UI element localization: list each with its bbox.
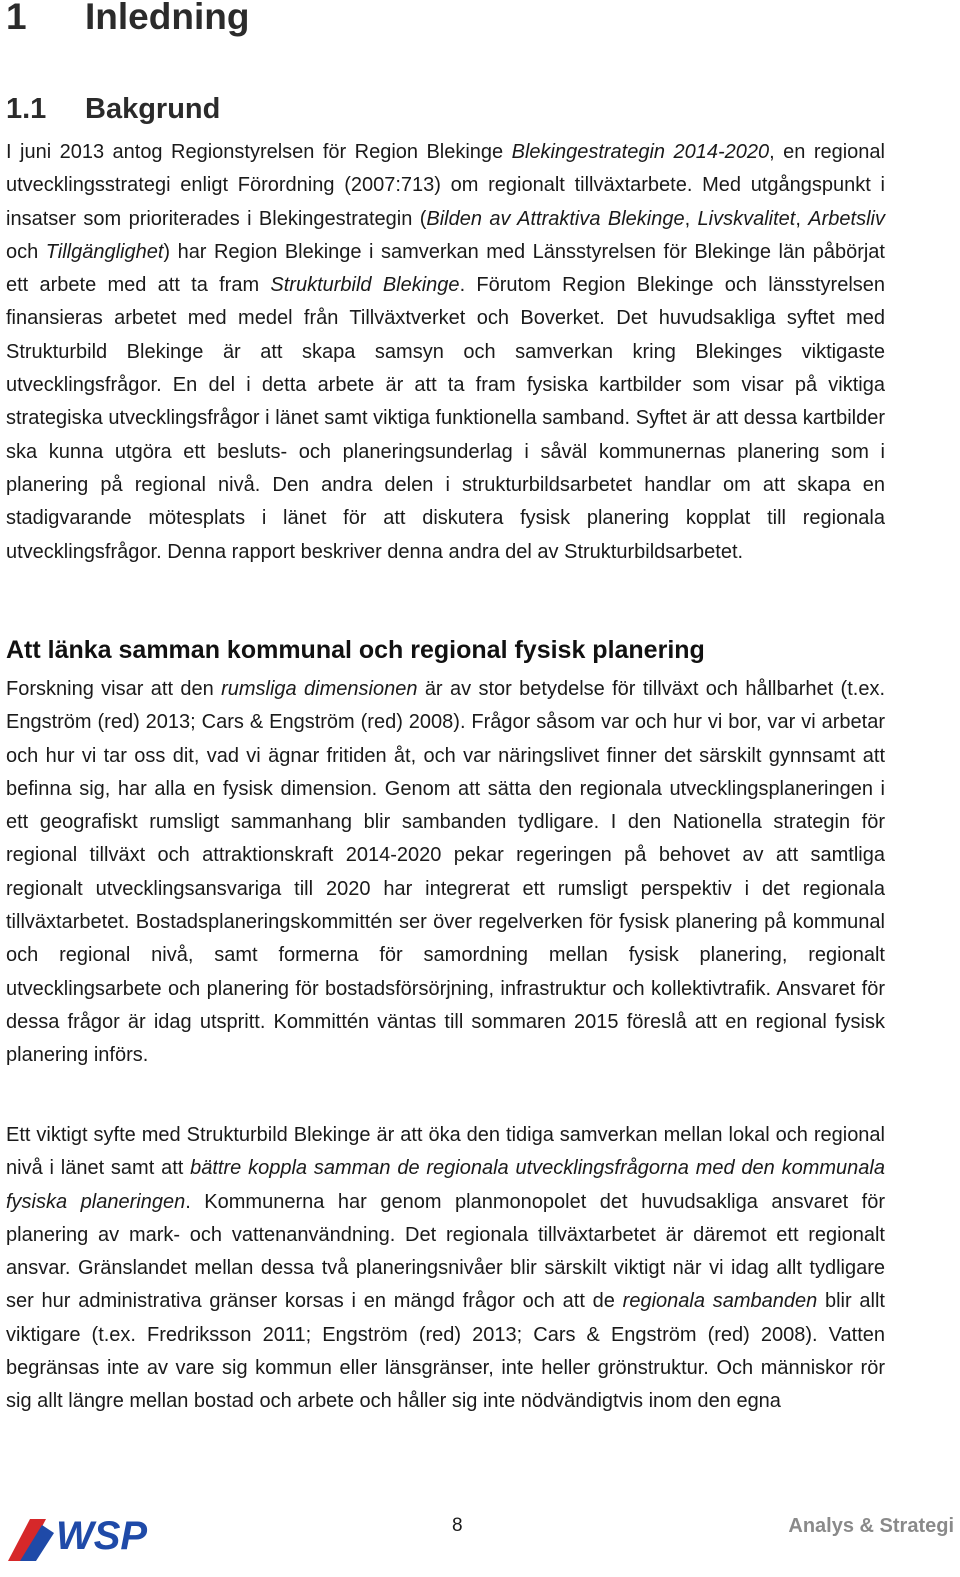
section-number: 1.1 — [6, 93, 47, 125]
text-run: blir allt viktigare (t.ex. Fredriksson 2011; Engström (red) 2013; Cars & Engström (red) 2008). Vatten begränsas inte av vare sig kommun eller länsgränser, inte heller grönstruktur. Och människor rör sig allt längre mellan bostad och arbete och håller sig inte nödvändigtvis inom den egna — [6, 1290, 885, 1413]
chapter-heading — [6, 0, 249, 42]
page-number: 8 — [452, 1515, 463, 1536]
text-run: ) har Region Blekinge i samverkan med Länsstyrelsen för Blekinge län påbörjat ett arbete med att ta fram — [6, 240, 885, 297]
wsp-logo — [6, 1505, 166, 1563]
text-run: är av stor betydelse för tillväxt och hållbarhet (t.ex. Engström (red) 2013; Cars & Engström (red) 2008). Frågor såsom var och hur vi bor, var vi arbetar och hur vi tar oss dit, vad vi ägnar fritiden åt, och var näringslivet finner det särskilt gynnsamt att befinna sig, har alla en fysisk dimension. Genom att sätta den regionala utvecklingsplaneringen i ett geografiskt rumsligt sammanhang blir sambanden tydligare. I den Nationella strategin för regional tillväxt och attraktionskraft 2014-2020 pekar regeringen på behovet av att samtliga regionalt utvecklingsansvariga till 2020 har integrerat ett rumsligt perspektiv i det regionala tillväxtarbetet. Bostadsplaneringskommittén ser över regelverken för fysisk planering på kommunal och regional nivå, samt formerna för samordning mellan fysisk planering, regionalt utvecklingsarbete och planering för bostadsförsörjning, infrastruktur och kollektivtrafik. Ansvaret för dessa frågor är idag utspritt. Kommittén väntas till sommaren 2015 föreslå att en regional fysisk planering införs. — [6, 678, 886, 1067]
text-run: Ett viktigt syfte med Strukturbild Blekinge är att öka den tidiga samverkan mellan lokal och regional nivå i länet samt att — [6, 1124, 885, 1180]
chapter-title: Inledning — [85, 0, 250, 37]
text-run: . Kommunerna har genom planmonopolet det huvudsakliga ansvaret för planering av mark- och vattenanvändning. Det regionala tillväxtarbetet är däremot ett regionalt ansvar. Gränslandet mellan dessa två planeringsnivåer blir särskilt viktigt när vi idag allt tydligare ser hur administrativa gränser korsas i en mängd frågor och att de — [6, 1190, 886, 1313]
italic-run: Arbetsliv — [808, 207, 885, 230]
italic-run: Blekingestrategin 2014-2020 — [511, 141, 770, 163]
logo-text: WSP — [56, 1514, 148, 1558]
italic-run: Bilden av Attraktiva Blekinge — [426, 207, 685, 230]
italic-run: regionala sambanden — [622, 1290, 818, 1313]
italic-run: bättre koppla samman de regionala utvecklingsfrågorna med den kommunala fysiska planeringen — [6, 1157, 885, 1213]
paragraph-research — [6, 673, 885, 1073]
text-run: och — [6, 240, 46, 263]
text-run: , — [795, 207, 809, 230]
italic-run: rumsliga dimensionen — [221, 678, 418, 700]
chapter-number: 1 — [6, 0, 27, 37]
paragraph-background — [6, 136, 885, 569]
text-run: I juni 2013 antog Regionstyrelsen för Region Blekinge — [6, 141, 512, 163]
text-run: . Förutom Region Blekinge och länsstyrelsen finansieras arbetet med medel från Tillväxtverket och Boverket. Det huvudsakliga syftet med Strukturbild Blekinge är att skapa samsyn och samverkan kring Blekinges viktigaste utvecklingsfrågor. En del i detta arbete är att ta fram fysiska kartbilder som visar på viktiga strategiska utvecklingsfrågor i länet samt viktiga funktionella samband. Syftet är att dessa kartbilder ska kunna utgöra ett besluts- och planeringsunderlag i såväl kommunernas planering som i planering på regional nivå. Den andra delen i strukturbildsarbetet handlar om att skapa en stadigvarande mötesplats i länet för att diskutera fysisk planering kopplat till regionala utvecklingsfrågor. Denna rapport beskriver denna andra del av Strukturbildsarbetet. — [6, 274, 886, 563]
section-heading — [6, 87, 220, 131]
section-title: Bakgrund — [85, 93, 221, 125]
text-run: , en regional utvecklingsstrategi enligt Förordning (2007:713) om regionalt tillväxtarbete. Med utgångspunkt i insatser som prioriterades i Blekingestrategin ( — [6, 141, 885, 230]
paragraph-purpose — [6, 1119, 885, 1419]
footer-section-label: Analys & Strategi — [788, 1515, 954, 1537]
italic-run: Livskvalitet — [697, 207, 796, 230]
subsection-heading: Att länka samman kommunal och regional fysisk planering — [6, 636, 705, 664]
text-run: , — [684, 207, 698, 230]
text-run: Forskning visar att den — [6, 678, 222, 700]
italic-run: Tillgänglighet — [45, 240, 164, 263]
italic-run: Strukturbild Blekinge — [270, 274, 460, 297]
